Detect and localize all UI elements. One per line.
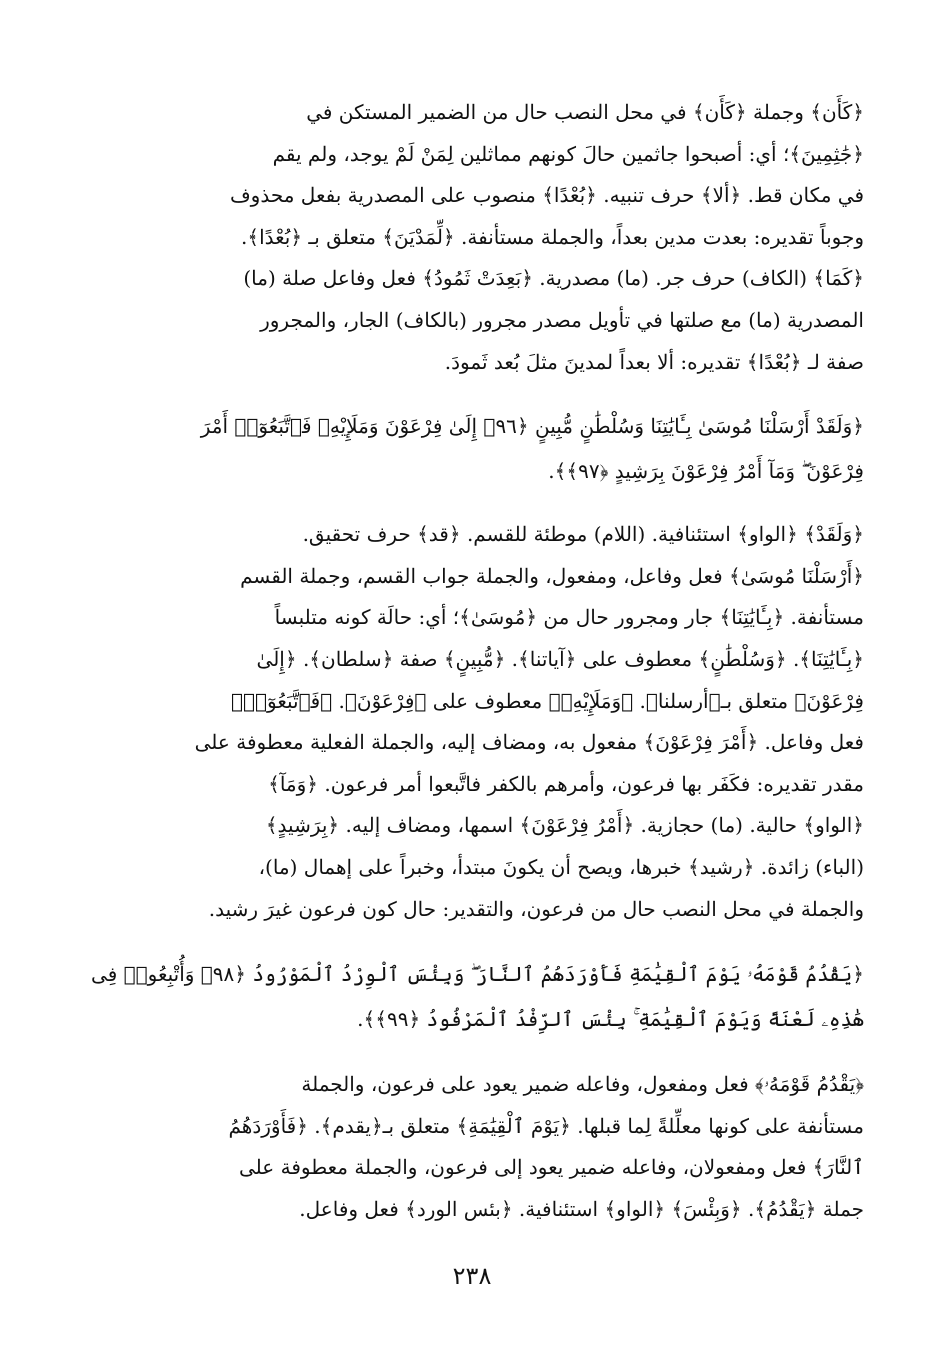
text-line: فِرْعَوْنَ﴾ متعلق بـ﴿أرسلنا﴾. ﴿وَمَلَإِيْهِۦ﴾ معطوف على ﴿فِرْعَوْنَ﴾. ﴿فَٱتَّبَعُوٓا۟﴾ (231, 688, 864, 713)
verse-line: ﴿يَقْدُمُ قَوْمَهُۥ يَوْمَ ٱلْقِيَٰمَةِ فَأَوْرَدَهُمُ ٱلنَّارَ ۖ وَبِئْسَ ٱلْوِرْدُ ٱلْمَوْرُودُ ﴿٩٨﴾ وَأُتْبِعُوا۟ فِى (91, 962, 864, 987)
text-line: صفة لـ ﴿بُعْدًا﴾ تقديره: ألا بعداً لمدينَ مثلَ بُعد ثَمودَ. (444, 349, 864, 374)
verse-line: فِرْعَوْنَ ۖ وَمَآ أَمْرُ فِرْعَوْنَ بِرَشِيدٍ ﴿٩٧﴾﴾. (548, 459, 864, 484)
text-line: ﴿الواو﴾ حالية. (ما) حجازية. ﴿أَمْرُ فِرْعَوْنَ﴾ اسمها، ومضاف إليه. ﴿بِرَشِيدٍ﴾ (265, 813, 864, 838)
paragraph-1 (88, 92, 864, 383)
paragraph-3 (88, 1064, 864, 1230)
paragraph-2 (88, 514, 864, 930)
text-line: ﴿بِـَٔايَٰتِنَا﴾. ﴿وَسُلْطَٰنٍ﴾ معطوف على ﴿آياتنا﴾. ﴿مُّبِينٍ﴾ صفة ﴿سلطان﴾. ﴿إِلَىٰ (256, 646, 864, 671)
text-line: وجوباً تقديره: بعدت مدين بعداً، والجملة مستأنفة. ﴿لِّمَدْيَنَ﴾ متعلق بـ ﴿بُعْدًا﴾. (241, 224, 864, 249)
text-line: مستأنفة. ﴿بِـَٔايَٰتِنَا﴾ جار ومجرور حال من ﴿مُوسَىٰ﴾؛ أي: حالَة كونه متلبساً (274, 605, 864, 630)
quran-verse-96-97 (88, 404, 864, 494)
quran-verse-98-99 (88, 952, 864, 1042)
text-line: ﴿كَأَن﴾ وجملة ﴿كَأَن﴾ في محل النصب حال من الضمير المستكن في (306, 100, 864, 124)
text-line: والجملة في محل النصب حال من فرعون، والتقدير: حال كون فرعون غيرَ رشيد. (208, 896, 864, 921)
text-line: مقدر تقديره: فكَفَر بها فرعون، وأمرهم بالكفر فاتَّبعوا أمر فرعون. ﴿وَمَآ﴾ (268, 771, 864, 796)
verse-line: هَٰذِهِۦ لَعْنَةً وَيَوْمَ ٱلْقِيَٰمَةِ ۚ بِئْسَ ٱلرِّفْدُ ٱلْمَرْفُودُ ﴿٩٩﴾﴾. (357, 1007, 864, 1032)
text-line: مستأنفة على كونها معلِّلةً لِما قبلها. ﴿يَوْمَ ٱلْقِيَٰمَةِ﴾ متعلق بـ﴿يقدم﴾. ﴿فَأَوْرَدَهُمُ (228, 1113, 864, 1138)
page-number: ٢٣٨ (452, 1262, 492, 1290)
text-line: فعل وفاعل. ﴿أَمْرَ فِرْعَوْنَ﴾ مفعول به، ومضاف إليه، والجملة الفعلية معطوفة على (194, 730, 864, 755)
text-line: ﴿وَلَقَدْ﴾ ﴿الواو﴾ استئنافية. (اللام) موطئة للقسم. ﴿قد﴾ حرف تحقيق. (302, 522, 864, 547)
text-line: ﴿أَرْسَلْنَا مُوسَىٰ﴾ فعل وفاعل، ومفعول، والجملة جواب القسم، وجملة القسم (240, 563, 864, 588)
text-line: ﴿جَٰثِمِينَ﴾؛ أي: أصبحوا جاثمين حالَ كونهم مماثلين لِمَنْ لَمْ يوجد، ولم يقم (272, 141, 864, 166)
page-body (88, 92, 864, 1230)
text-line: (الباء) زائدة. ﴿رشيد﴾ خبرها، ويصح أن يكونَ مبتدأ، وخبراً على إهمال (ما)، (258, 854, 864, 879)
text-line: ﴿يَقْدُمُ قَوْمَهُۥ﴾ فعل ومفعول، وفاعله ضمير يعود على فرعون، والجملة (301, 1072, 864, 1097)
text-line: في مكان قط. ﴿ألا﴾ حرف تنبيه. ﴿بُعْدًا﴾ منصوب على المصدرية بفعل محذوف (229, 183, 864, 208)
text-line: جملة ﴿يَقْدُمُ﴾. ﴿وَبِئْسَ﴾ ﴿الواو﴾ استئنافية. ﴿بئس الورد﴾ فعل وفاعل. (299, 1196, 864, 1221)
verse-line: ﴿وَلَقَدْ أَرْسَلْنَا مُوسَىٰ بِـَٔايَٰتِنَا وَسُلْطَٰنٍ مُّبِينٍ ﴿٩٦﴾ إِلَىٰ فِرْعَوْنَ وَمَلَإِيْهِۦ فَٱتَّبَعُوٓا۟ أَمْرَ (200, 414, 864, 439)
text-line: المصدرية (ما) مع صلتها في تأويل مصدر مجرور (بالكاف) الجار، والمجرور (260, 307, 864, 332)
text-line: ٱلنَّارَ﴾ فعل ومفعولان، وفاعله ضمير يعود إلى فرعون، والجملة معطوفة على (239, 1155, 864, 1180)
text-line: ﴿كَمَا﴾ (الكاف) حرف جر. (ما) مصدرية. ﴿بَعِدَتْ ثَمُودُ﴾ فعل وفاعل صلة (ما) (243, 266, 864, 291)
